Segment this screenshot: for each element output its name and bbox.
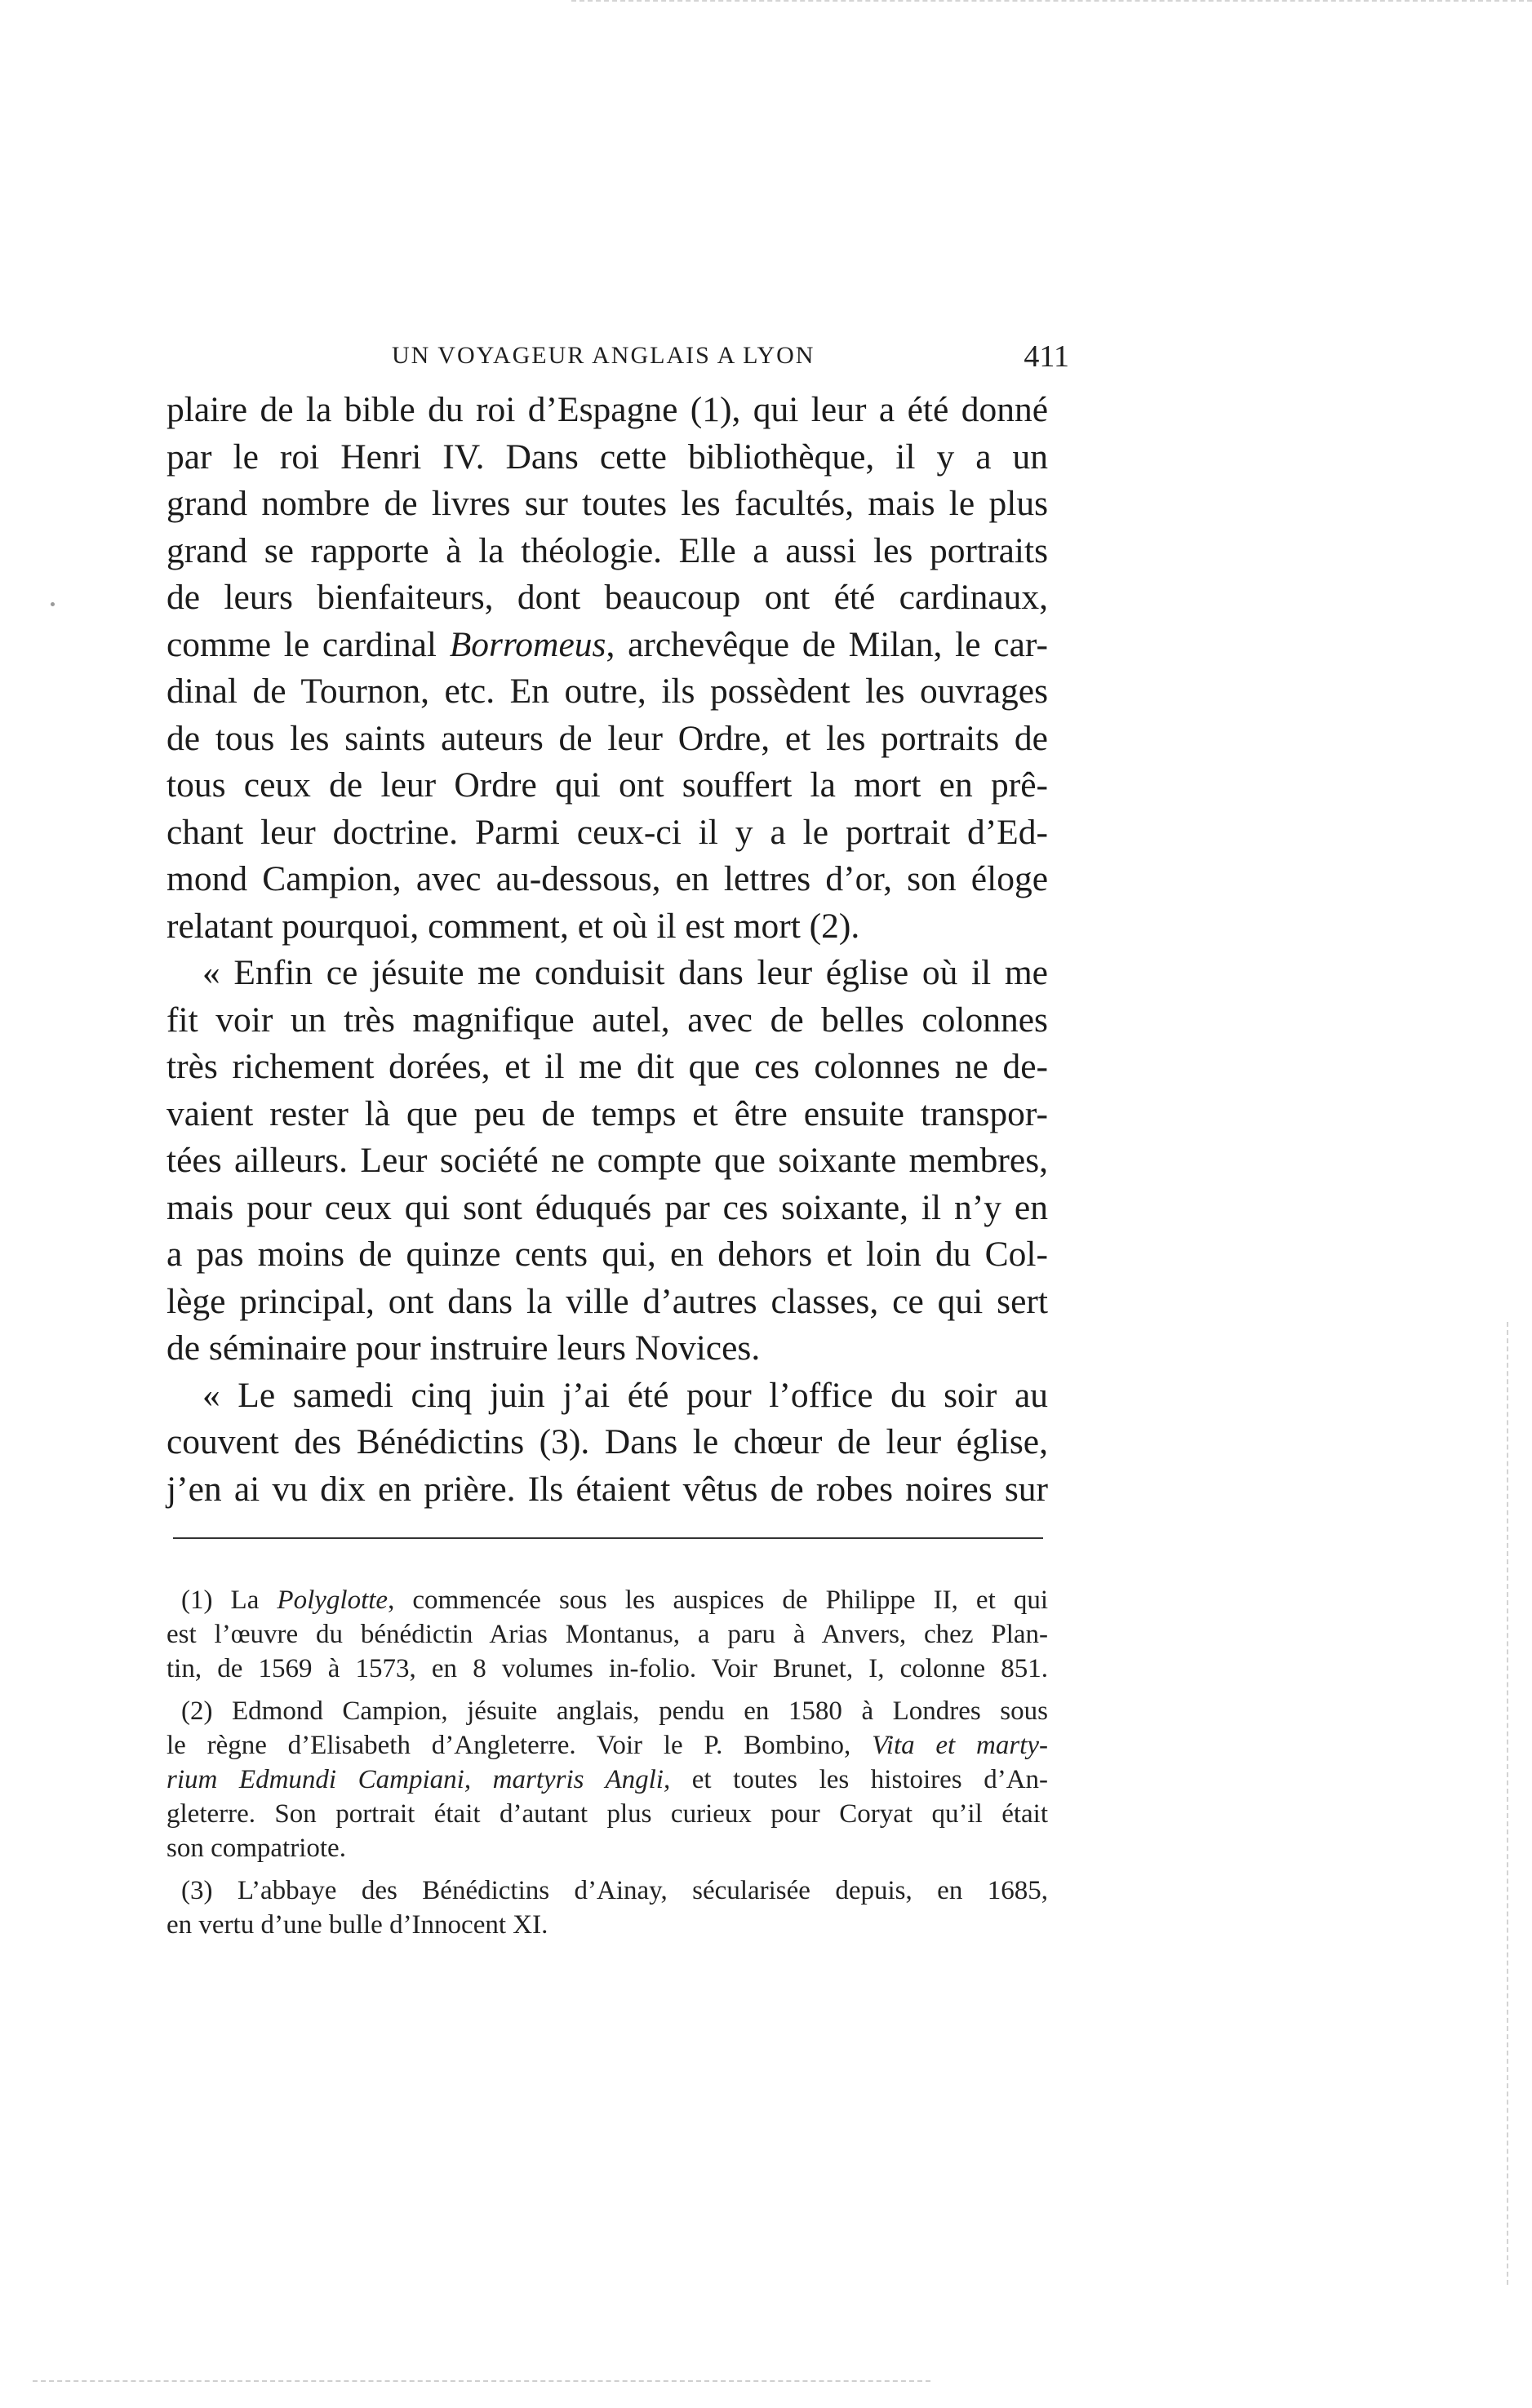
footnote-line: (2) Edmond Campion, jésuite anglais, pendu en 1580 à Londres sous	[181, 1696, 1048, 1726]
text-line: relatant pourquoi, comment, et où il est mort (2).	[167, 906, 860, 946]
text-line: grand se rapporte à la théologie. Elle a aussi les portraits	[167, 530, 1048, 570]
running-head	[392, 339, 1069, 379]
footnote-line: tin, de 1569 à 1573, en 8 volumes in-folio. Voir Brunet, I, colonne 851.	[167, 1654, 1048, 1683]
footnote-2	[167, 1694, 1048, 1865]
italic-title: Polyglotte	[277, 1585, 389, 1615]
text-line: a pas moins de quinze cents qui, en dehors et loin du Col-	[167, 1235, 1048, 1274]
text-line: « Le samedi cinq juin j’ai été pour l’office du soir au	[202, 1375, 1048, 1415]
footnotes	[167, 1583, 1048, 1950]
text-line: chant leur doctrine. Parmi ceux-ci il y a le portrait d’Ed-	[167, 812, 1048, 852]
page-number: 411	[1024, 339, 1069, 374]
text-fragment: , commencée sous les auspices de Philippe II, et qui	[388, 1585, 1048, 1615]
text-line: couvent des Bénédictins (3). Dans le chœur de leur église,	[167, 1422, 1048, 1461]
text-line: lège principal, ont dans la ville d’autres classes, ce qui sert	[167, 1281, 1048, 1321]
text-line: vaient rester là que peu de temps et être ensuite transpor-	[167, 1093, 1048, 1133]
text-line: grand nombre de livres sur toutes les facultés, mais le plus	[167, 484, 1048, 523]
italic-title: rium Edmundi Campiani, martyris Angli,	[167, 1765, 671, 1794]
running-title: UN VOYAGEUR ANGLAIS A LYON	[392, 342, 815, 369]
paragraph-2	[167, 950, 1048, 1373]
text-fragment: le règne d’Elisabeth d’Angleterre. Voir le P. Bombino,	[167, 1731, 873, 1760]
text-line: plaire de la bible du roi d’Espagne (1), qui leur a été donné	[167, 390, 1048, 429]
footnote-rule	[173, 1537, 1043, 1539]
footnote-line	[167, 1763, 1048, 1797]
text-line: très richement dorées, et il me dit que ces colonnes ne de-	[167, 1047, 1048, 1086]
text-fragment: comme le cardinal	[167, 624, 450, 664]
italic-title: Vita et marty-	[872, 1731, 1048, 1760]
footnote-line	[167, 1583, 1048, 1617]
text-fragment: et toutes les histoires d’An-	[670, 1765, 1049, 1794]
paragraph-1	[167, 387, 1048, 950]
body-text	[167, 387, 1048, 1513]
paragraph-3	[167, 1373, 1048, 1514]
text-line: j’en ai vu dix en prière. Ils étaient vêtus de robes noires sur	[167, 1469, 1048, 1509]
text-line: « Enfin ce jésuite me conduisit dans leur église où il me	[202, 953, 1048, 992]
text-line	[167, 622, 1048, 669]
scan-edge-right	[1507, 1322, 1511, 2285]
footnote-line: est l’œuvre du bénédictin Arias Montanus, a paru à Anvers, chez Plan-	[167, 1620, 1048, 1649]
text-line: fit voir un très magnifique autel, avec de belles colonnes	[167, 1000, 1048, 1040]
footnote-1	[167, 1583, 1048, 1686]
italic-name: Borromeus	[449, 624, 606, 664]
text-line: de tous les saints auteurs de leur Ordre, et les portraits de	[167, 718, 1048, 758]
text-line: de séminaire pour instruire leurs Novices.	[167, 1328, 761, 1368]
footnote-line: gleterre. Son portrait était d’autant plus curieux pour Coryat qu’il était	[167, 1799, 1048, 1829]
scan-edge-top	[571, 0, 1532, 7]
text-line: dinal de Tournon, etc. En outre, ils possèdent les ouvrages	[167, 672, 1048, 711]
footnote-3	[167, 1874, 1048, 1942]
text-line: tous ceux de leur Ordre qui ont souffert la mort en prê-	[167, 765, 1048, 805]
footnote-line: en vertu d’une bulle d’Innocent XI.	[167, 1910, 548, 1940]
margin-speck	[51, 602, 55, 606]
footnote-line: son compatriote.	[167, 1834, 346, 1863]
text-fragment: (1) La	[181, 1585, 278, 1615]
text-fragment: , archevêque de Milan, le car-	[606, 624, 1048, 664]
text-line: mais pour ceux qui sont éduqués par ces soixante, il n’y en	[167, 1187, 1048, 1227]
text-line: mond Campion, avec au-dessous, en lettres d’or, son éloge	[167, 859, 1048, 898]
text-line: par le roi Henri IV. Dans cette bibliothèque, il y a un	[167, 437, 1048, 477]
footnote-line	[167, 1728, 1048, 1763]
footnote-line: (3) L’abbaye des Bénédictins d’Ainay, sécularisée depuis, en 1685,	[181, 1876, 1048, 1905]
text-line: de leurs bienfaiteurs, dont beaucoup ont été cardinaux,	[167, 578, 1048, 617]
scan-edge-bottom	[33, 2380, 930, 2385]
text-line: tées ailleurs. Leur société ne compte que soixante membres,	[167, 1141, 1048, 1180]
